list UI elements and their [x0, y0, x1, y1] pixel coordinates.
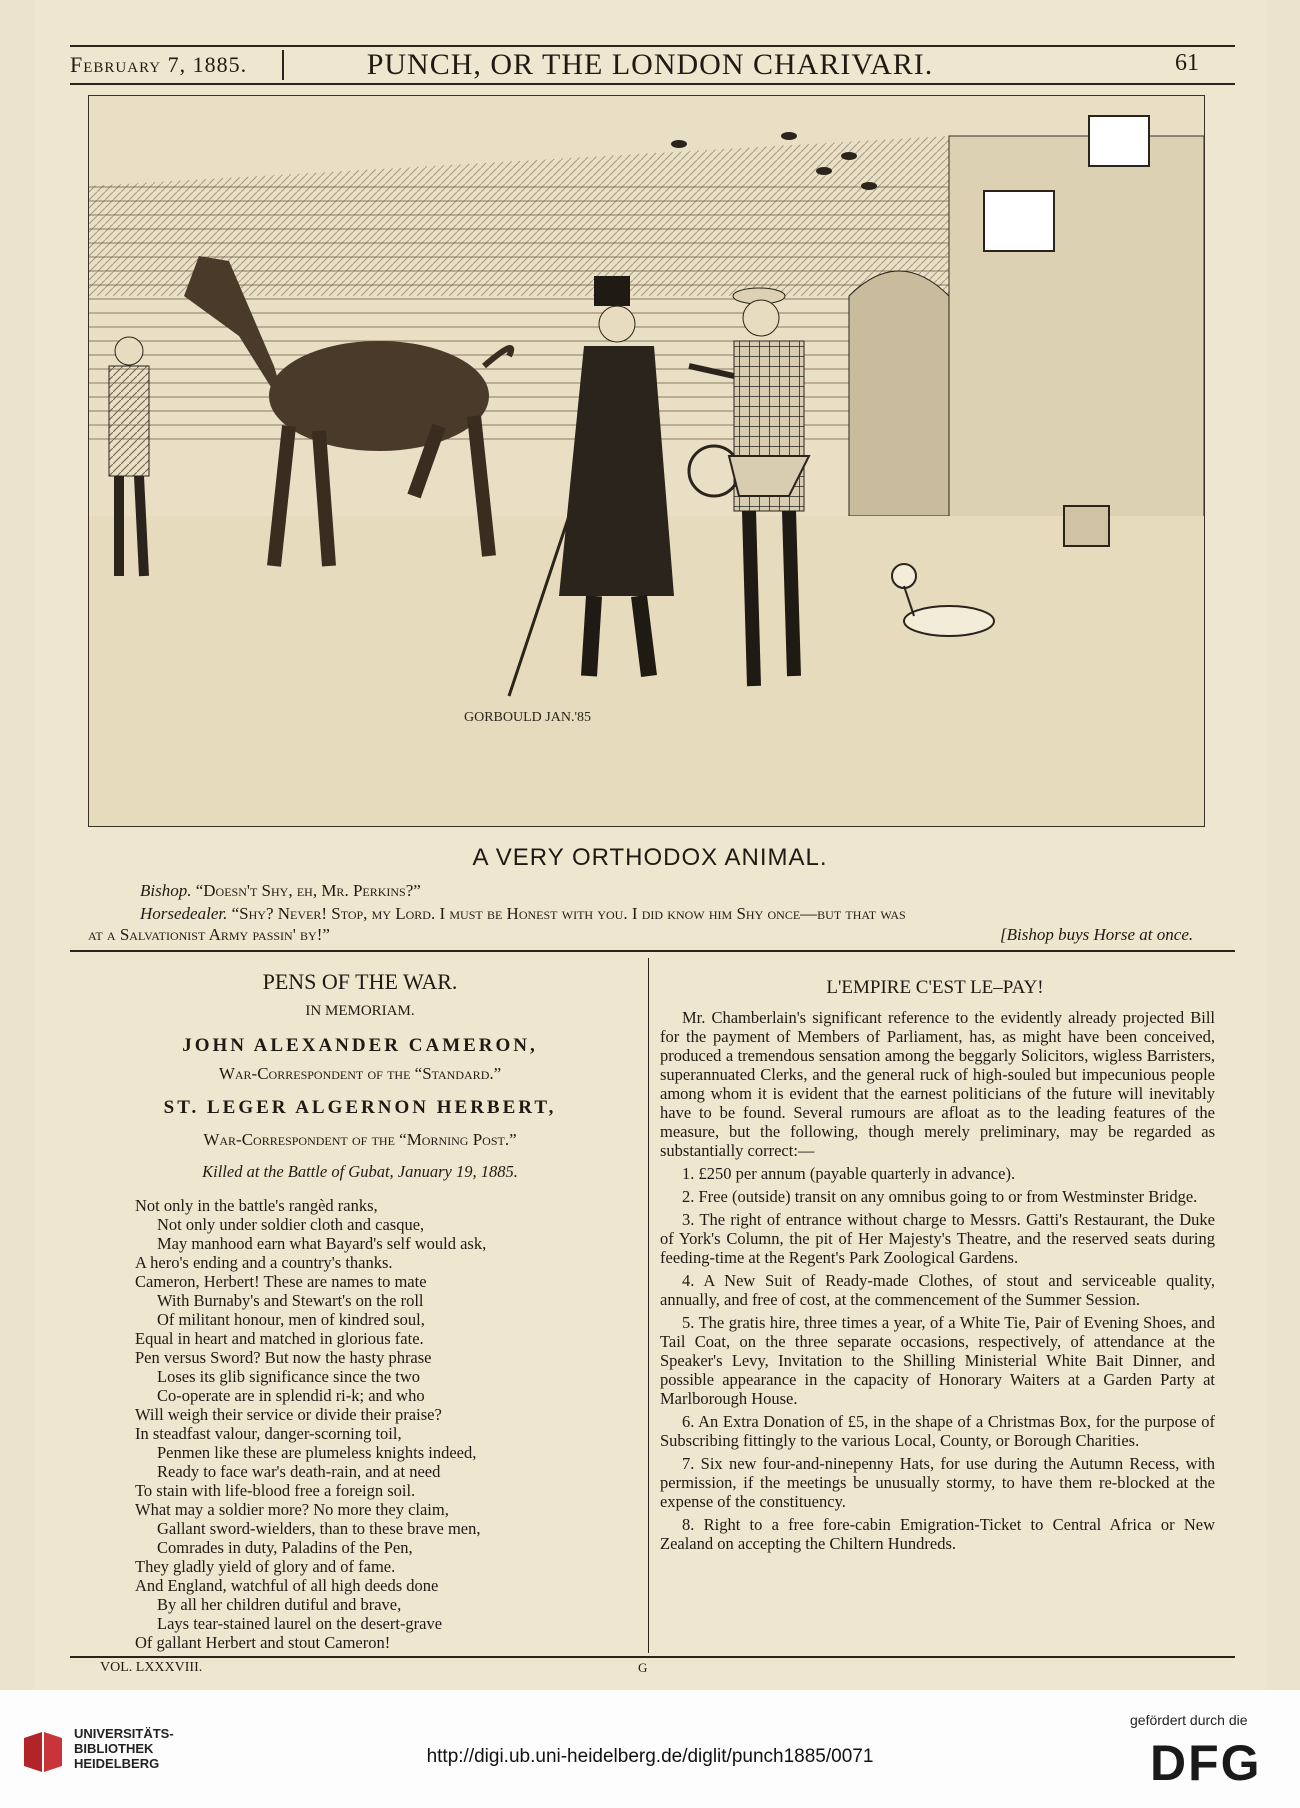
upper-window: [984, 191, 1054, 251]
page-number: 61: [1175, 50, 1199, 76]
header-divider: [282, 50, 284, 80]
poem-line: Not only in the battle's rangèd ranks,: [135, 1196, 378, 1215]
signature-mark: G: [638, 1660, 648, 1675]
poem-line: To stain with life-blood free a foreign soil.: [135, 1481, 416, 1500]
poem-line: Gallant sword-wielders, than to these brave men,: [157, 1519, 481, 1538]
poem-line: Cameron, Herbert! These are names to mate: [135, 1272, 427, 1291]
institution-line: BIBLIOTHEK: [74, 1741, 154, 1756]
horsedealer-line-a: “Shy? Never! Stop, my Lord. I must be Honest with you. I did know him Shy once—but that was: [231, 904, 906, 923]
horsedealer-dialogue: [140, 903, 1200, 925]
poem-line: Comrades in duty, Paladins of the Pen,: [157, 1538, 413, 1557]
header-bottom-rule: [70, 83, 1235, 85]
right-article-body: [660, 1008, 1215, 1557]
stage-note: [Bishop buys Horse at once.: [1000, 925, 1194, 944]
poem-line: Co-operate are in splendid ri-k; and who: [157, 1386, 425, 1405]
horsedealer-line-b: at a Salvationist Army passin' by!”: [88, 925, 330, 944]
institution-line: HEIDELBERG: [74, 1756, 160, 1771]
poem-line: Lays tear-stained laurel on the desert-grave: [157, 1614, 443, 1633]
killed-note: Killed at the Battle of Gubat, January 19, 1885.: [202, 1162, 518, 1181]
honoree-role-2: War-Correspondent of the “Morning Post.”: [203, 1130, 517, 1149]
list-item: 6. An Extra Donation of £5, in the shape of a Christmas Box, for the purpose of Subscribing fittingly to the various Local, County, or Borough Charities.: [660, 1412, 1215, 1450]
poem-line: And England, watchful of all high deeds done: [135, 1576, 439, 1595]
left-article-subtitle: IN MEMORIAM.: [305, 1003, 415, 1019]
poem-line: In steadfast valour, danger-scorning toil,: [135, 1424, 402, 1443]
cartoon-drawing: [89, 96, 1204, 826]
bishop-dialogue: [140, 880, 421, 902]
column-divider: [648, 958, 649, 1653]
honoree-role-1: War-Correspondent of the “Standard.”: [218, 1064, 502, 1083]
poem-line: A hero's ending and a country's thanks.: [135, 1253, 393, 1272]
issue-date: February 7, 1885.: [70, 52, 248, 77]
list-item: 5. The gratis hire, three times a year, of a White Tie, Pair of Evening Shoes, and Tail Coat, on the three separate occasions, respectively, of attendance at the Speaker's Levy, Invitation to the Shilling Ministerial White Bait Dinner, and possible appearance in the capacity of Honorary Waiters at a Garden Party at Marlborough House.: [660, 1313, 1215, 1408]
right-article-title: L'EMPIRE C'EST LE–PAY!: [826, 977, 1044, 998]
poem-line: May manhood earn what Bayard's self would ask,: [157, 1234, 487, 1253]
poem-line: What may a soldier more? No more they claim,: [135, 1500, 449, 1519]
list-item: 7. Six new four-and-ninepenny Hats, for use during the Autumn Recess, with permission, if the meetings be unusually stormy, to have them re-blocked at the expense of the constituency.: [660, 1454, 1215, 1511]
top-window: [1089, 116, 1149, 166]
list-item: 3. The right of entrance without charge to Messrs. Gatti's Restaurant, the Duke of York's Column, the pit of Her Majesty's Theatre, and the reserved seats during feeding-time at the Regent's Park Zoological Gardens.: [660, 1210, 1215, 1267]
poem-line: Loses its glib significance since the two: [157, 1367, 421, 1386]
poem-line: Of gallant Herbert and stout Cameron!: [135, 1633, 391, 1652]
honoree-name-1: JOHN ALEXANDER CAMERON,: [182, 1035, 538, 1056]
poem-line: Ready to face war's death-rain, and at need: [157, 1462, 441, 1481]
bishop-speaker: Bishop.: [140, 881, 192, 900]
archive-footer: [0, 1690, 1300, 1808]
poem-line: By all her children dutiful and brave,: [157, 1595, 402, 1614]
right-article-intro: Mr. Chamberlain's significant reference to the evidently already projected Bill for the payment of Members of Parliament, has, as might have been conceived, produced a tremendous sensation among the beggarly Solicitors, wigless Barristers, superannuated Clerks, and the general ruck of high-souled but impecunious people among whom it is evident that the earnest politicians of the future will inevitably have to be found. Several rumours are afloat as to the leading features of the measure, but the following, though merely preliminary, may be regarded as substantially correct:—: [660, 1008, 1215, 1160]
list-item: 4. A New Suit of Ready-made Clothes, of stout and serviceable quality, annually, and free of cost, at the commencement of the Summer Session.: [660, 1271, 1215, 1309]
list-item: 2. Free (outside) transit on any omnibus going to or from Westminster Bridge.: [682, 1187, 1198, 1206]
list-item: 1. £250 per annum (payable quarterly in advance).: [682, 1164, 1016, 1183]
footer-rule: [70, 1656, 1235, 1658]
poem-line: Will weigh their service or divide their praise?: [135, 1405, 442, 1424]
poem-line: With Burnaby's and Stewart's on the roll: [157, 1291, 424, 1310]
funding-text: gefördert durch die: [1130, 1712, 1248, 1728]
permalink-url[interactable]: http://digi.ub.uni-heidelberg.de/diglit/punch1885/0071: [426, 1746, 874, 1767]
dfg-logo: DFG: [1150, 1735, 1262, 1791]
bishop-line: “Doesn't Shy, eh, Mr. Perkins?”: [195, 881, 421, 900]
honoree-name-2: ST. LEGER ALGERNON HERBERT,: [163, 1097, 557, 1118]
poem-line: Not only under soldier cloth and casque,: [157, 1215, 425, 1234]
section-rule: [70, 950, 1235, 952]
cartoon-illustration: [88, 95, 1205, 827]
institution-line: UNIVERSITÄTS-: [74, 1726, 174, 1741]
bucket: [1064, 506, 1109, 546]
poem-line: Of militant honour, men of kindred soul,: [157, 1310, 425, 1329]
stable-archway: [849, 271, 949, 516]
artist-signature: GORBOULD JAN.'85: [464, 710, 591, 725]
poem-line: Penmen like these are plumeless knights indeed,: [157, 1443, 477, 1462]
poem-line: They gladly yield of glory and of fame.: [135, 1557, 396, 1576]
stable-roof: [89, 136, 1089, 296]
list-item: 8. Right to a free fore-cabin Emigration-Ticket to Central Africa or New Zealand on accepting the Chiltern Hundreds.: [660, 1515, 1215, 1553]
masthead-title: PUNCH, OR THE LONDON CHARIVARI.: [366, 48, 934, 81]
poem-line: Pen versus Sword? But now the hasty phrase: [135, 1348, 432, 1367]
memorial-poem: [135, 1196, 615, 1652]
cartoon-title: A VERY ORTHODOX ANIMAL.: [472, 844, 828, 871]
poem-line: Equal in heart and matched in glorious fate.: [135, 1329, 424, 1348]
horsedealer-speaker: Horsedealer.: [140, 904, 228, 923]
header-top-rule: [70, 45, 1235, 47]
left-article-title: PENS OF THE WAR.: [262, 969, 458, 994]
volume-number: VOL. LXXXVIII.: [100, 1660, 203, 1675]
